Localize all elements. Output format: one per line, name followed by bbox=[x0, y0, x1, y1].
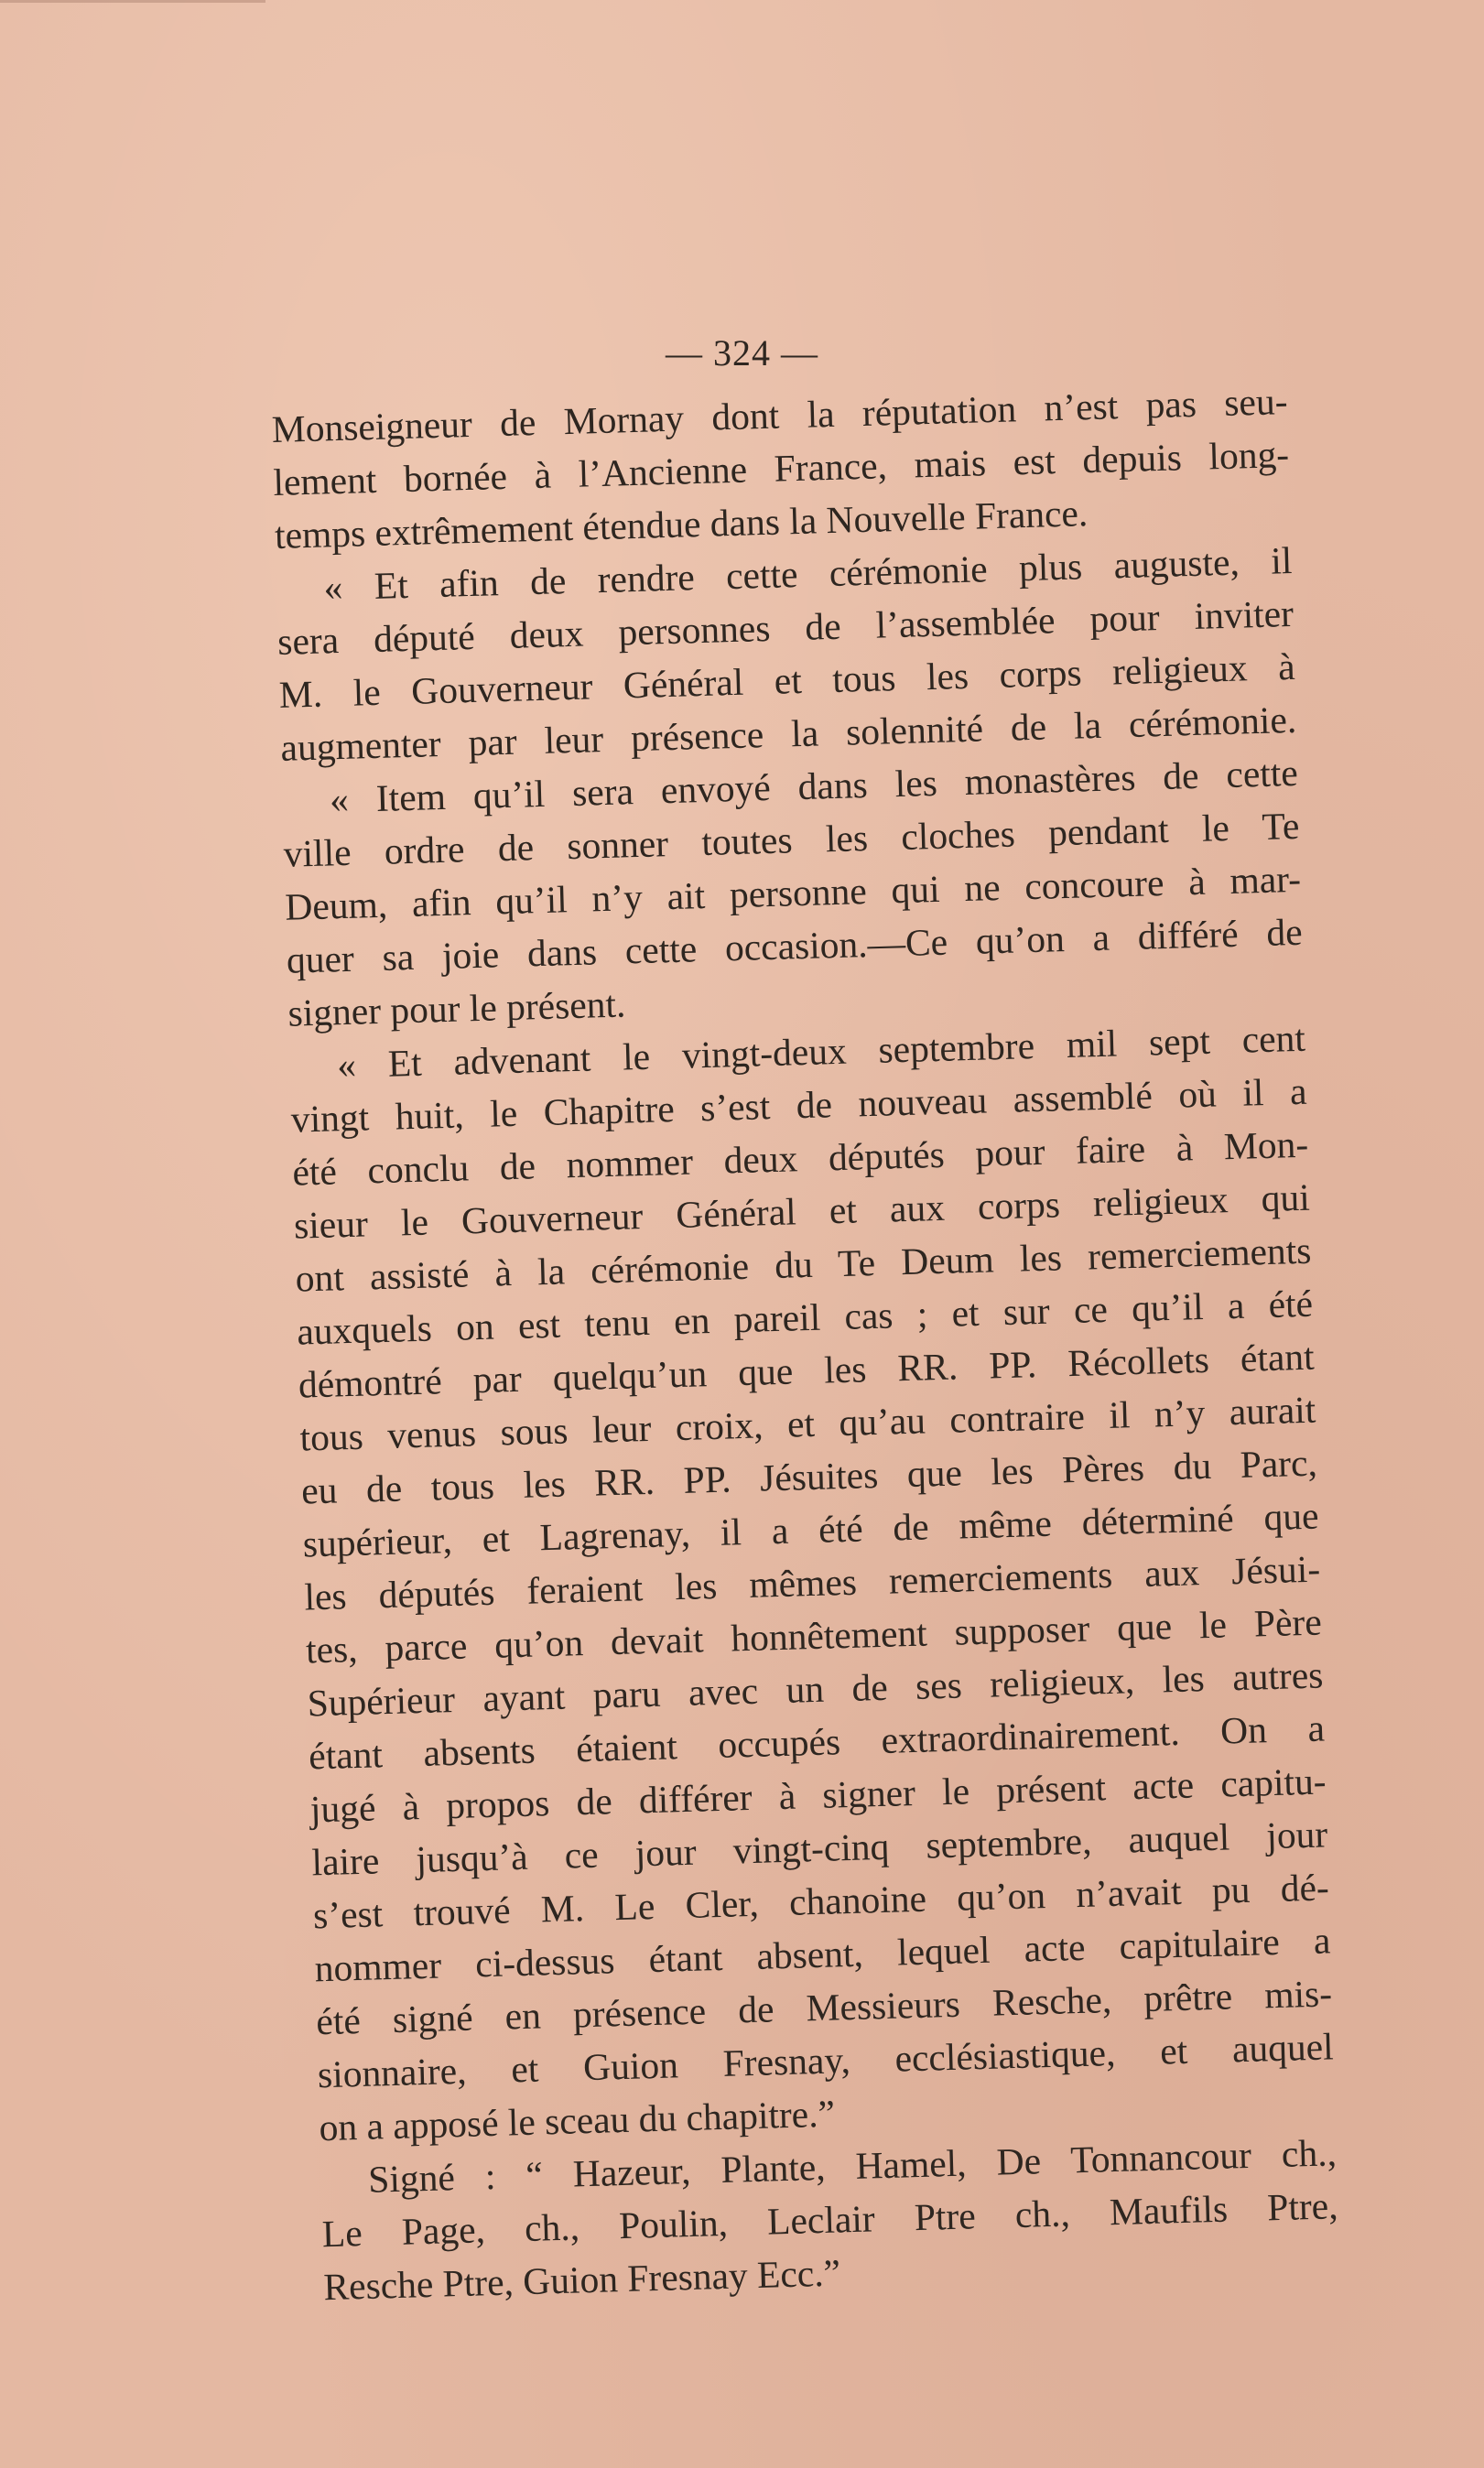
text-line: été signé en présence de Messieurs Resche, prêtre mis- bbox=[315, 1972, 1333, 2043]
text-line: Deum, afin qu’il n’y ait personne qui ne concoure à mar- bbox=[284, 857, 1302, 928]
text-line: lement bornée à l’Ancienne France, mais est depuis long- bbox=[272, 432, 1290, 503]
text-line: augmenter par leur présence la solennité de la cérémonie. bbox=[279, 698, 1297, 769]
text-line: démontré par quelqu’un que les RR. PP. Récollets étant bbox=[298, 1335, 1316, 1406]
text-line: Monseigneur de Mornay dont la réputation n’est pas seu- bbox=[271, 380, 1289, 450]
text-line: Le Page, ch., Poulin, Leclair Ptre ch., Maufils Ptre, bbox=[321, 2184, 1339, 2256]
top-edge-rule bbox=[0, 0, 265, 3]
text-line: laire jusqu’à ce jour vingt-cinq septembre, auquel jour bbox=[310, 1813, 1328, 1884]
text-line: « Item qu’il sera envoyé dans les monastères de cette bbox=[329, 751, 1299, 821]
page-number: — 324 — bbox=[666, 332, 818, 373]
text-line: temps extrêmement étendue dans la Nouvelle France. bbox=[274, 492, 1089, 557]
text-line: auxquels on est tenu en pareil cas ; et sur ce qu’il a été bbox=[296, 1282, 1314, 1353]
text-line: nommer ci-dessus étant absent, lequel acte capitulaire a bbox=[314, 1919, 1331, 1990]
text-line: sera député deux personnes de l’assemblée pour inviter bbox=[276, 591, 1294, 663]
text-line: tes, parce qu’on devait honnêtement supposer que le Père bbox=[305, 1600, 1323, 1672]
text-line: quer sa joie dans cette occasion.—Ce qu’on a différé de bbox=[286, 910, 1304, 981]
text-line: M. le Gouverneur Général et tous les corps religieux à bbox=[278, 644, 1296, 716]
text-line: été conclu de nommer deux députés pour faire à Mon- bbox=[291, 1122, 1309, 1194]
text-line: les députés feraient les mêmes remerciements aux Jésui- bbox=[303, 1547, 1321, 1618]
body-text bbox=[271, 374, 1340, 2313]
text-line: Resche Ptre, Guion Fresnay Ecc.” bbox=[322, 2251, 841, 2309]
text-line: sionnaire, et Guion Fresnay, ecclésiastique, et auquel bbox=[317, 2025, 1335, 2096]
text-line: s’est trouvé M. Le Cler, chanoine qu’on n’avait pu dé- bbox=[312, 1866, 1330, 1937]
text-line: eu de tous les RR. PP. Jésuites que les Pères du Parc, bbox=[300, 1441, 1318, 1512]
text-line: signer pour le présent. bbox=[287, 982, 626, 1034]
text-line: « Et afin de rendre cette cérémonie plus auguste, il bbox=[323, 538, 1293, 609]
text-line: étant absents étaient occupés extraordinairement. On a bbox=[308, 1706, 1326, 1778]
text-line: ont assisté à la cérémonie du Te Deum les remerciements bbox=[295, 1229, 1312, 1300]
text-line: Supérieur ayant paru avec un de ses religieux, les autres bbox=[307, 1653, 1324, 1725]
text-line: jugé à propos de différer à signer le présent acte capitu- bbox=[309, 1759, 1327, 1831]
text-line: vingt huit, le Chapitre s’est de nouveau assemblé où il a bbox=[290, 1069, 1308, 1141]
text-line: on a apposé le sceau du chapitre.” bbox=[318, 2092, 836, 2149]
text-line: « Et advenant le vingt-deux septembre mil sept cent bbox=[336, 1016, 1306, 1087]
text-line: tous venus sous leur croix, et qu’au contraire il n’y aurait bbox=[298, 1388, 1316, 1459]
text-line: sieur le Gouverneur Général et aux corps religieux qui bbox=[293, 1175, 1311, 1247]
text-line: ville ordre de sonner toutes les cloches pendant le Te bbox=[283, 804, 1300, 875]
text-line: Signé : “ Hazeur, Plante, Hamel, De Tonnancour ch., bbox=[367, 2131, 1338, 2201]
text-line: supérieur, et Lagrenay, il a été de même déterminé que bbox=[302, 1494, 1320, 1565]
